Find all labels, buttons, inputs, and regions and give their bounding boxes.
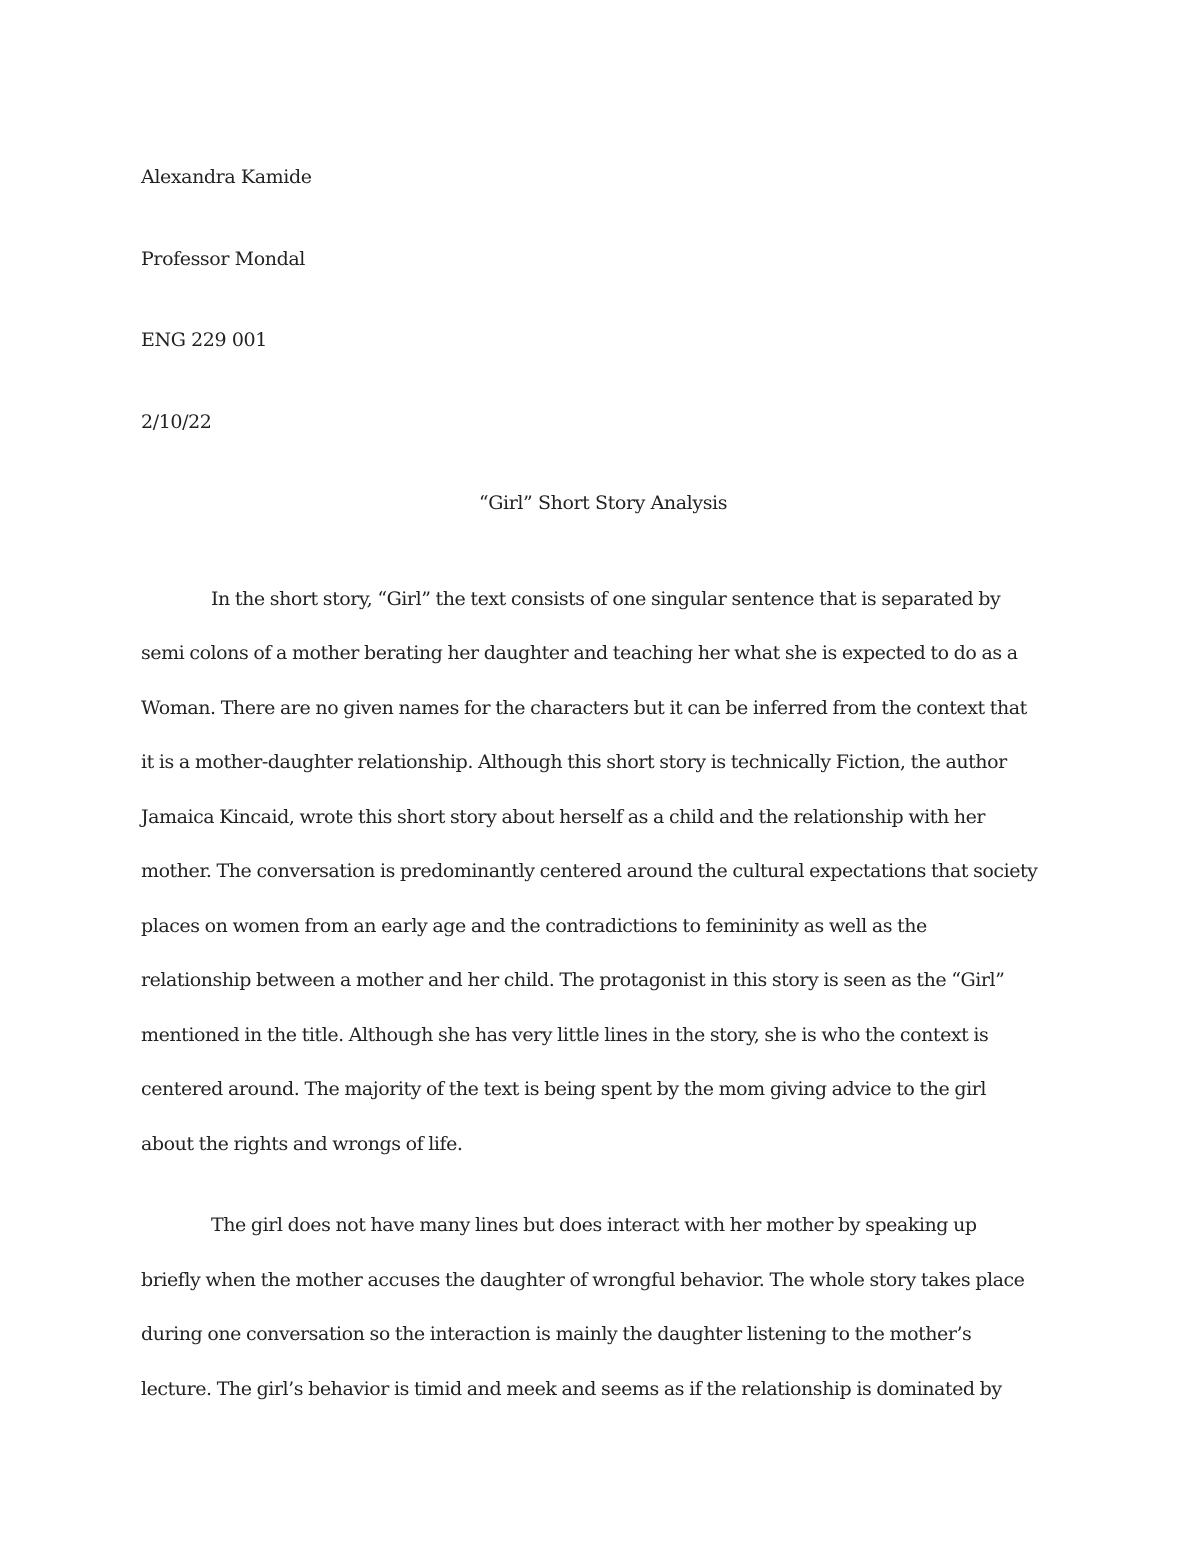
paragraph-spacer bbox=[141, 1171, 1061, 1198]
paragraph-line: semi colons of a mother berating her daughter and teaching her what she is expected to do as a bbox=[141, 642, 1018, 664]
paragraph-1 bbox=[141, 572, 1061, 1172]
essay-title: “Girl” Short Story Analysis bbox=[478, 492, 728, 514]
paragraph-line: mother. The conversation is predominantly centered around the cultural expectations that society bbox=[141, 860, 1038, 882]
document-body bbox=[141, 164, 1061, 1416]
paragraph-line: centered around. The majority of the text is being spent by the mom giving advice to the girl bbox=[141, 1078, 986, 1100]
author-name: Alexandra Kamide bbox=[141, 166, 312, 188]
paragraph-line: it is a mother-daughter relationship. Although this short story is technically Fiction, the author bbox=[141, 751, 1007, 773]
paragraph-line: Woman. There are no given names for the characters but it can be inferred from the context that bbox=[141, 696, 1027, 719]
paragraph-line: about the rights and wrongs of life. bbox=[141, 1132, 463, 1155]
professor-name: Professor Mondal bbox=[141, 247, 305, 270]
paragraph-line: mentioned in the title. Although she has very little lines in the story, she is who the context is bbox=[141, 1023, 989, 1046]
paragraph-line: relationship between a mother and her child. The protagonist in this story is seen as the “Girl” bbox=[141, 969, 1005, 991]
paragraph-line: places on women from an early age and the contradictions to femininity as well as the bbox=[141, 914, 927, 937]
paragraph-line: lecture. The girl’s behavior is timid and meek and seems as if the relationship is dominated by bbox=[141, 1377, 1002, 1400]
paragraph-2 bbox=[141, 1198, 1061, 1416]
paragraph-line: briefly when the mother accuses the daughter of wrongful behavior. The whole story takes place bbox=[141, 1268, 1025, 1291]
paragraph-line: In the short story, “Girl” the text consists of one singular sentence that is separated by bbox=[211, 587, 1001, 610]
paragraph-line: The girl does not have many lines but does interact with her mother by speaking up bbox=[211, 1214, 977, 1236]
paragraph-line: Jamaica Kincaid, wrote this short story about herself as a child and the relationship with her bbox=[141, 805, 986, 828]
paragraph-line: during one conversation so the interaction is mainly the daughter listening to the mother’s bbox=[141, 1323, 972, 1345]
date: 2/10/22 bbox=[141, 410, 212, 433]
course-number: ENG 229 001 bbox=[141, 329, 267, 351]
